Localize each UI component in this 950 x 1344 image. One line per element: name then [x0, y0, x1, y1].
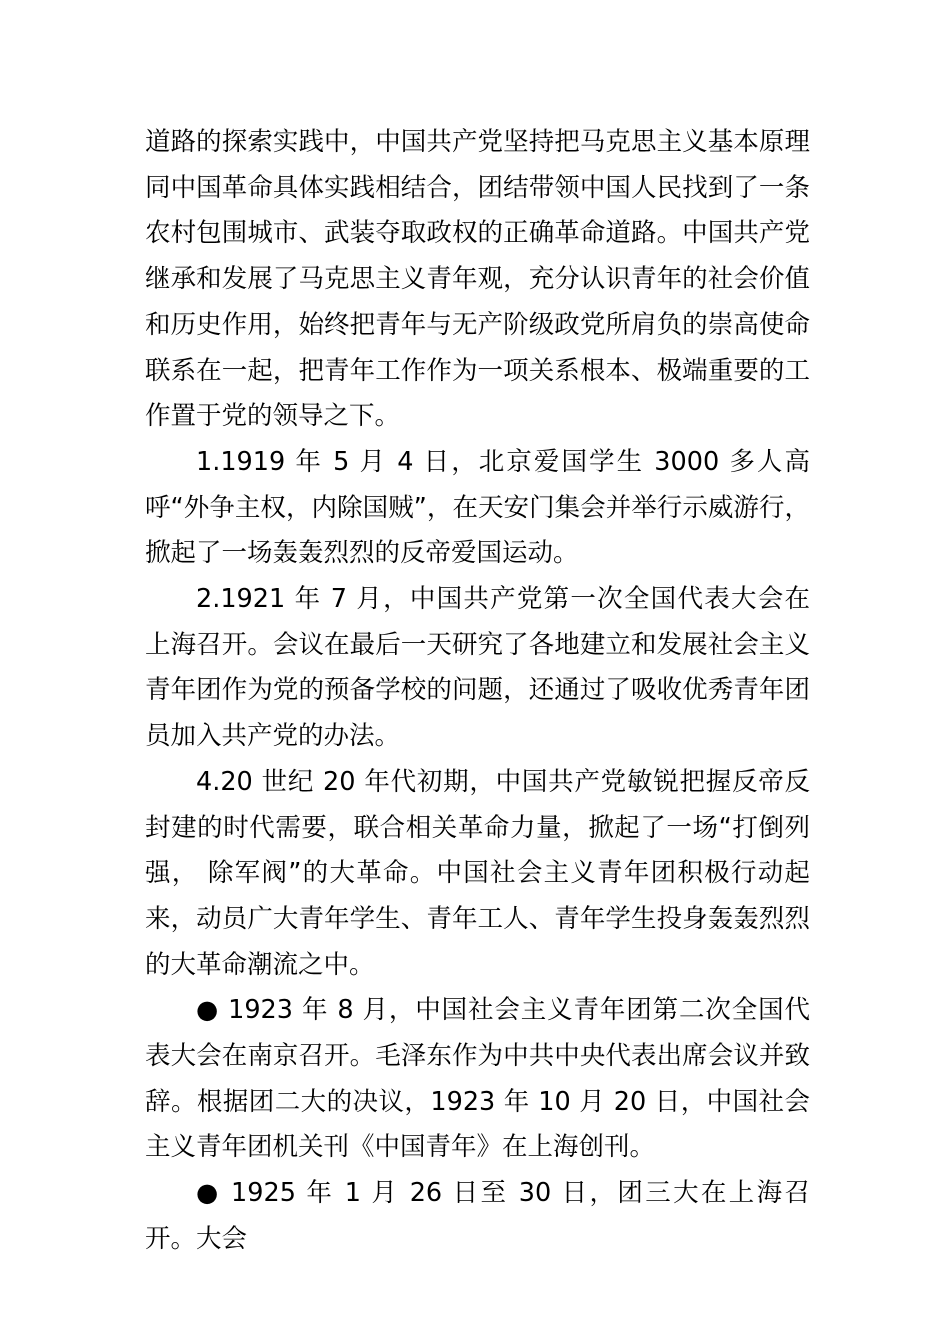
paragraph-intro: 道路的探索实践中，中国共产党坚持把马克思主义基本原理同中国革命具体实践相结合，团结带领中国人民找到了一条农村包围城市、武装夺取政权的正确革命道路。中国共产党继承和发展了马克思主义青年观，充分认识青年的社会价值和历史作用，始终把青年与无产阶级政党所肩负的崇高使命联系在一起，把青年工作作为一项关系根本、极端重要的工作置于党的领导之下。: [145, 127, 810, 432]
body-text: [145, 120, 810, 1263]
paragraph-bullet-1923: ● 1923 年 8 月，中国社会主义青年团第二次全国代表大会在南京召开。毛泽东作为中共中央代表出席会议并致辞。根据团二大的决议，1923 年 10 月 20 日，中国社会主义青年团机关刊《中国青年》在上海创刊。: [145, 995, 810, 1163]
paragraph-item-1: 1.1919 年 5 月 4 日，北京爱国学生 3000 多人高呼“外争主权，内除国贼”，在天安门集会并举行示威游行，掀起了一场轰轰烈烈的反帝爱国运动。: [145, 446, 810, 569]
paragraph-item-4: 4.20 世纪 20 年代初期，中国共产党敏锐把握反帝反封建的时代需要，联合相关革命力量，掀起了一场“打倒列强， 除军阀”的大革命。中国社会主义青年团积极行动起来，动员广大青年学生、青年工人、青年学生投身轰轰烈烈的大革命潮流之中。: [145, 766, 810, 980]
paragraph-item-2: 2.1921 年 7 月，中国共产党第一次全国代表大会在上海召开。会议在最后一天研究了各地建立和发展社会主义青年团作为党的预备学校的问题，还通过了吸收优秀青年团员加入共产党的办法。: [145, 584, 810, 752]
paragraph-bullet-1925: ● 1925 年 1 月 26 日至 30 日，团三大在上海召开。大会: [145, 1178, 810, 1254]
